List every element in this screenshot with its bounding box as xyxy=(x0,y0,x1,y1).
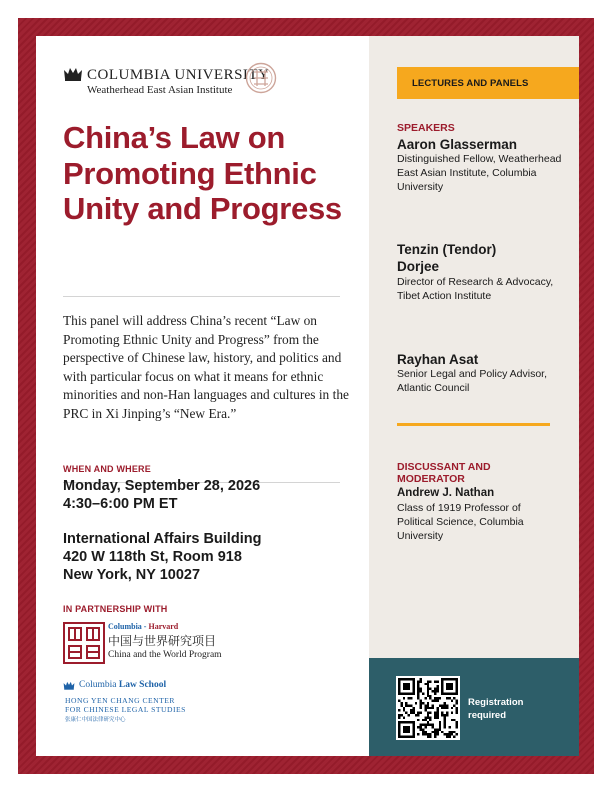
category-label: LECTURES AND PANELS xyxy=(412,78,529,89)
event-date: Monday, September 28, 2026 xyxy=(63,478,261,494)
china-world-seal-icon xyxy=(63,622,105,664)
event-address: 420 W 118th St, Room 918 xyxy=(63,549,242,565)
university-name: COLUMBIA UNIVERSITY xyxy=(87,67,270,83)
sidebar xyxy=(369,36,579,756)
columbia-harvard-label: Columbia - Harvard xyxy=(108,622,179,631)
event-title: China’s Law on Promoting Ethnic Unity and Progress xyxy=(63,120,342,226)
main-panel xyxy=(36,36,369,756)
crown-icon xyxy=(63,681,75,690)
qr-code[interactable] xyxy=(396,676,460,740)
event-description: This panel will address China’s recent “Law on Promoting Ethnic Unity and Progress” from the perspective of Chinese law, history, and politics and with particular focus on what it means for ethnic minorities and non-Han languages and cultures in the PRC in Xi Jinping’s “New Era.” xyxy=(63,313,349,421)
event-building: International Affairs Building xyxy=(63,531,262,547)
divider xyxy=(63,296,340,297)
speaker-affiliation: Senior Legal and Policy Advisor, Atlantic Council xyxy=(397,368,548,394)
law-school-logo xyxy=(63,680,263,740)
discussant-affiliation: Class of 1919 Professor of Political Science, Columbia University xyxy=(397,502,524,542)
discussant-name: Andrew J. Nathan xyxy=(397,487,495,499)
event-city: New York, NY 10027 xyxy=(63,567,201,583)
law-center-chinese-name: 张康仁中国法律研究中心 xyxy=(65,717,126,723)
weai-seal-icon xyxy=(245,62,277,94)
registration-panel xyxy=(369,658,579,756)
speaker-name: Rayhan Asat xyxy=(397,352,479,367)
china-world-program-logo xyxy=(63,622,263,668)
partnership-label: IN PARTNERSHIP WITH xyxy=(63,604,168,614)
qr-code-icon xyxy=(398,678,458,738)
law-center-line2: FOR CHINESE LEGAL STUDIES xyxy=(65,705,186,714)
speakers-label: SPEAKERS xyxy=(397,122,455,134)
law-school-name: Columbia Law School xyxy=(79,680,167,690)
event-time: 4:30–6:00 PM ET xyxy=(63,496,178,512)
discussant-label: DISCUSSANT AND MODERATOR xyxy=(397,461,491,485)
when-where-label: WHEN AND WHERE xyxy=(63,464,151,474)
law-center-line1: HONG YEN CHANG CENTER xyxy=(65,696,175,705)
registration-label: Registration required xyxy=(468,697,524,721)
china-world-chinese-name: 中国与世界研究项目 xyxy=(108,634,217,648)
speaker-name: Aaron Glasserman xyxy=(397,137,518,152)
institute-name: Weatherhead East Asian Institute xyxy=(87,84,233,96)
columbia-weai-logo xyxy=(63,66,270,102)
speaker-name: Tenzin (Tendor) Dorjee xyxy=(397,242,497,274)
speaker-affiliation: Director of Research & Advocacy, Tibet Action Institute xyxy=(397,276,554,302)
category-banner xyxy=(397,67,579,99)
section-divider xyxy=(397,423,550,426)
china-world-english-name: China and the World Program xyxy=(108,650,222,660)
speaker-affiliation: Distinguished Fellow, Weatherhead East Asian Institute, Columbia University xyxy=(397,153,562,193)
crown-icon xyxy=(63,67,83,81)
